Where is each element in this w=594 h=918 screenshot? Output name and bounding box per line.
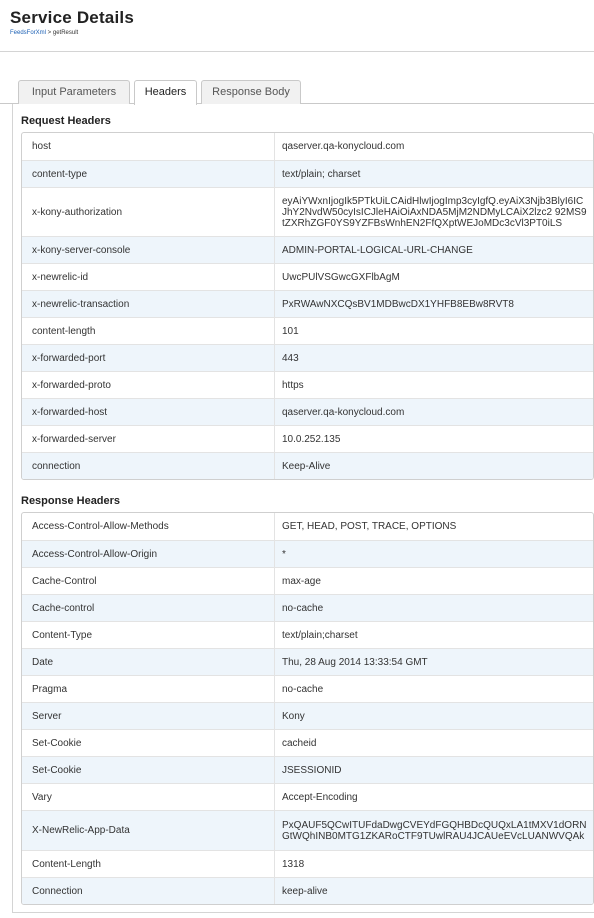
page-header: [0, 0, 594, 52]
header-name-cell: x-kony-server-console: [22, 237, 275, 263]
table-row: [22, 187, 593, 236]
page-title: Service Details: [10, 8, 134, 27]
header-value-cell: [275, 595, 593, 621]
header-value-cell: [275, 568, 593, 594]
header-value-text: JSESSIONID: [282, 764, 342, 776]
table-row: [22, 236, 593, 263]
header-value-text: Accept-Encoding: [282, 791, 358, 803]
header-value-cell: [275, 703, 593, 729]
header-name-cell: Access-Control-Allow-Methods: [22, 513, 275, 540]
header-value-cell: [275, 453, 593, 479]
header-value-text: 10.0.252.135: [282, 433, 341, 445]
table-row: [22, 756, 593, 783]
header-value-text: cacheid: [282, 737, 317, 749]
breadcrumb-link-feeds[interactable]: FeedsForXml: [10, 30, 47, 36]
header-name-cell: Cache-control: [22, 595, 275, 621]
header-value-text: keep-alive: [282, 885, 328, 897]
header-value-text: PxQAUF5QCwITUFdaDwgCVEYdFGQHBDcQUQxLA1tMXV1dORNGtWQhINB0MTG1ZKARoCTF9TUwlRAU4JCAUeEVcLUANWVQAk: [282, 819, 587, 842]
table-row: [22, 160, 593, 187]
header-name-cell: connection: [22, 453, 275, 479]
table-row: [22, 675, 593, 702]
header-name-cell: Cache-Control: [22, 568, 275, 594]
header-name-cell: x-forwarded-proto: [22, 372, 275, 398]
table-row: [22, 702, 593, 729]
header-name-cell: x-newrelic-id: [22, 264, 275, 290]
header-value-cell: [275, 161, 593, 187]
table-row: [22, 371, 593, 398]
header-value-cell: [275, 188, 593, 236]
header-value-text: https: [282, 379, 304, 391]
table-row: [22, 783, 593, 810]
header-value-cell: [275, 399, 593, 425]
header-value-text: 101: [282, 325, 299, 337]
header-name-cell: content-length: [22, 318, 275, 344]
table-row: [22, 810, 593, 850]
header-value-cell: [275, 784, 593, 810]
header-name-cell: content-type: [22, 161, 275, 187]
header-name-cell: Content-Type: [22, 622, 275, 648]
table-row: [22, 513, 593, 540]
tab-response-body[interactable]: Response Body: [201, 80, 301, 104]
header-name-cell: x-forwarded-host: [22, 399, 275, 425]
tab-input-parameters[interactable]: Input Parameters: [18, 80, 130, 104]
header-value-cell: [275, 757, 593, 783]
header-value-text: eyAiYWxnIjogIk5PTkUiLCAidHlwIjogImp3cyIgfQ.eyAiX3Njb3BlyI6ICJhY2NvdW50cyIsICJleHAiOiAxNDA5MjM2NDMyLCAiX2lzc2 92MS9tZXRhZGF0YS9YZFBsWnhEN2FfQXptWEJoMDc3cVl3PT0iLS: [282, 195, 587, 229]
header-value-text: PxRWAwNXCQsBV1MDBwcDX1YHFB8EBw8RVT8: [282, 298, 514, 310]
breadcrumb-current: getResult: [52, 30, 79, 36]
header-value-text: text/plain; charset: [282, 168, 361, 180]
table-row: [22, 621, 593, 648]
header-value-text: UwcPUlVSGwcGXFlbAgM: [282, 271, 400, 283]
header-name-cell: x-kony-authorization: [22, 188, 275, 236]
table-row: [22, 344, 593, 371]
header-value-cell: [275, 372, 593, 398]
table-row: [22, 133, 593, 160]
header-value-cell: [275, 622, 593, 648]
request-headers-title: Request Headers: [21, 115, 111, 127]
header-value-cell: [275, 133, 593, 160]
header-value-cell: [275, 318, 593, 344]
header-value-cell: [275, 345, 593, 371]
header-name-cell: host: [22, 133, 275, 160]
tab-headers[interactable]: Headers: [134, 80, 197, 105]
header-value-cell: [275, 676, 593, 702]
breadcrumb-separator: >: [46, 30, 53, 36]
header-value-cell: [275, 730, 593, 756]
table-row: [22, 567, 593, 594]
header-value-text: Keep-Alive: [282, 460, 331, 472]
header-value-text: text/plain;charset: [282, 629, 358, 641]
table-row: [22, 729, 593, 756]
header-name-cell: x-forwarded-port: [22, 345, 275, 371]
header-name-cell: Server: [22, 703, 275, 729]
header-name-cell: Access-Control-Allow-Origin: [22, 541, 275, 567]
table-row: [22, 452, 593, 479]
table-row: [22, 317, 593, 344]
header-value-cell: [275, 513, 593, 540]
table-row: [22, 290, 593, 317]
header-name-cell: Connection: [22, 878, 275, 904]
headers-panel: [12, 104, 594, 912]
header-value-cell: [275, 237, 593, 263]
header-name-cell: Set-Cookie: [22, 730, 275, 756]
header-name-cell: x-newrelic-transaction: [22, 291, 275, 317]
header-name-cell: Date: [22, 649, 275, 675]
header-name-cell: X-NewRelic-App-Data: [22, 811, 275, 850]
header-value-text: qaserver.qa-konycloud.com: [282, 406, 405, 418]
response-headers-title: Response Headers: [21, 495, 121, 507]
header-value-text: Thu, 28 Aug 2014 13:33:54 GMT: [282, 656, 428, 668]
header-value-cell: [275, 878, 593, 904]
header-value-cell: [275, 811, 593, 850]
header-value-text: no-cache: [282, 602, 324, 614]
header-name-cell: x-forwarded-server: [22, 426, 275, 452]
header-name-cell: Pragma: [22, 676, 275, 702]
header-value-text: max-age: [282, 575, 321, 587]
breadcrumb: [10, 30, 78, 36]
response-headers-table: [21, 512, 594, 905]
header-value-text: ADMIN-PORTAL-LOGICAL-URL-CHANGE: [282, 244, 473, 256]
table-row: [22, 425, 593, 452]
panel-bottom-border: [12, 912, 594, 913]
header-value-text: no-cache: [282, 683, 324, 695]
header-name-cell: Content-Length: [22, 851, 275, 877]
header-value-text: qaserver.qa-konycloud.com: [282, 141, 405, 152]
header-value-cell: [275, 426, 593, 452]
header-value-text: Kony: [282, 710, 305, 722]
header-value-text: GET, HEAD, POST, TRACE, OPTIONS: [282, 521, 457, 532]
header-value-text: 443: [282, 352, 299, 364]
header-value-cell: [275, 291, 593, 317]
header-value-cell: [275, 264, 593, 290]
header-value-text: *: [282, 548, 286, 560]
header-name-cell: Set-Cookie: [22, 757, 275, 783]
table-row: [22, 877, 593, 904]
table-row: [22, 263, 593, 290]
table-row: [22, 648, 593, 675]
header-value-cell: [275, 649, 593, 675]
header-value-cell: [275, 541, 593, 567]
table-row: [22, 850, 593, 877]
table-row: [22, 540, 593, 567]
request-headers-table: [21, 132, 594, 480]
header-value-text: 1318: [282, 858, 305, 870]
table-row: [22, 398, 593, 425]
table-row: [22, 594, 593, 621]
header-name-cell: Vary: [22, 784, 275, 810]
header-value-cell: [275, 851, 593, 877]
